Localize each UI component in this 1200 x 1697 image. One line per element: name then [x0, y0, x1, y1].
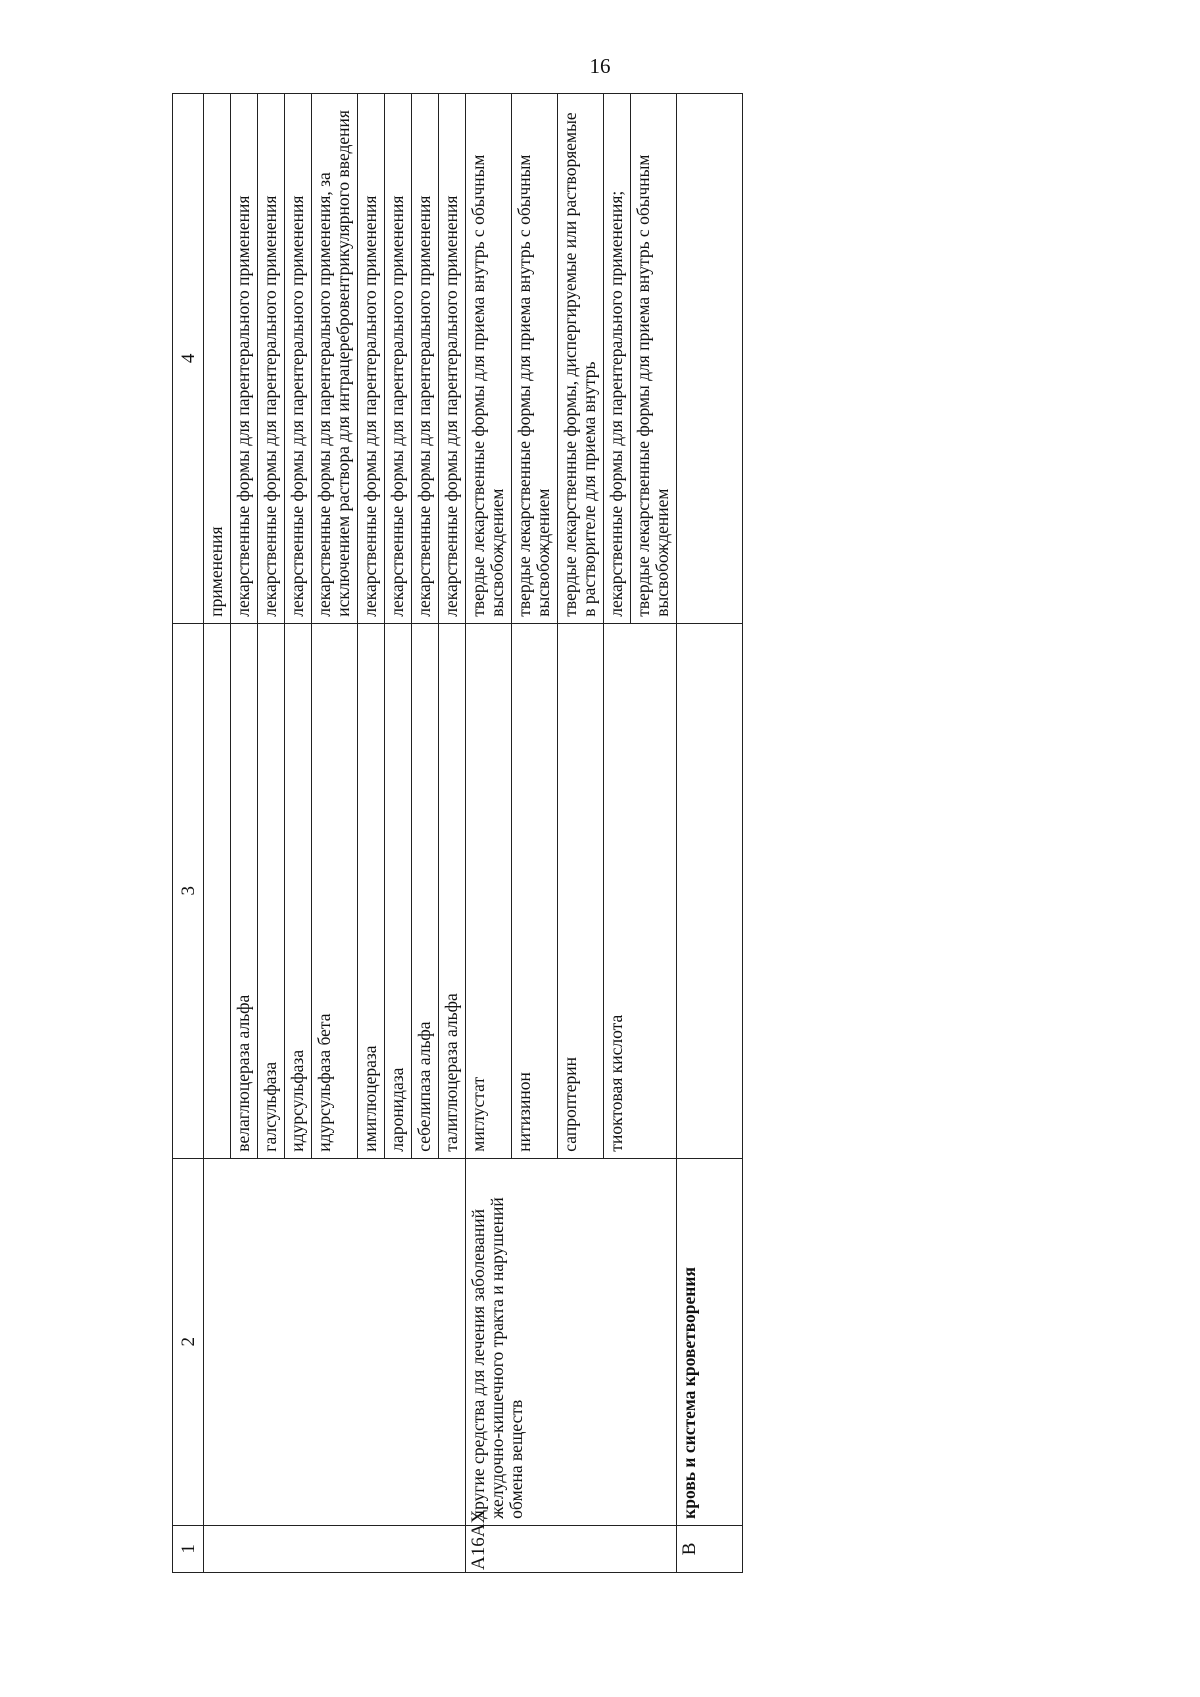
form-cell: лекарственные формы для парентерального применения — [285, 94, 312, 624]
code-cell: B — [677, 1525, 743, 1572]
header-col-2: 2 — [173, 1158, 204, 1525]
substance-cell: идурсульфаза — [285, 623, 312, 1158]
substance-cell: галсульфаза — [258, 623, 285, 1158]
form-cell: лекарственные формы для парентерального применения — [385, 94, 412, 624]
header-col-3: 3 — [173, 623, 204, 1158]
code-cell — [204, 1525, 466, 1572]
drug-table — [172, 93, 743, 1573]
substance-cell — [677, 623, 743, 1158]
group-cell: кровь и система кроветворения — [677, 1158, 743, 1525]
form-cell: твердые лекарственные формы для приема внутрь с обычным высвобождением — [466, 94, 512, 624]
table-row — [466, 94, 512, 1573]
header-col-4: 4 — [173, 94, 204, 624]
form-cell: твердые лекарственные формы для приема внутрь с обычным высвобождением — [631, 94, 677, 624]
substance-cell: сапроптерин — [558, 623, 604, 1158]
page-number: 16 — [589, 54, 611, 78]
header-col-1: 1 — [173, 1525, 204, 1572]
form-cell: применения — [204, 94, 231, 624]
form-cell: твердые лекарственные формы, диспергируемые или растворяемые в растворителе для приема внутрь — [558, 94, 604, 624]
group-cell: другие средства для лечения заболеваний желудочно-кишечного тракта и нарушений обмена веществ — [466, 1158, 677, 1525]
substance-cell: велаглюцераза альфа — [231, 623, 258, 1158]
substance-cell: нитизинон — [512, 623, 558, 1158]
substance-cell: тиоктовая кислота — [604, 623, 677, 1158]
form-cell: твердые лекарственные формы для приема внутрь с обычным высвобождением — [512, 94, 558, 624]
form-cell: лекарственные формы для парентерального применения; — [604, 94, 631, 624]
code-cell: A16AX — [466, 1525, 677, 1572]
substance-cell: талиглюцераза альфа — [439, 623, 466, 1158]
substance-cell: себелипаза альфа — [412, 623, 439, 1158]
table-row — [204, 94, 231, 1573]
form-cell: лекарственные формы для парентерального применения — [258, 94, 285, 624]
form-cell — [677, 94, 743, 624]
substance-cell: идурсульфаза бета — [312, 623, 358, 1158]
substance-cell: имиглюцераза — [358, 623, 385, 1158]
table-row — [677, 94, 743, 1573]
rotated-table-wrapper — [172, 93, 1082, 1573]
header-row — [173, 94, 204, 1573]
form-cell: лекарственные формы для парентерального применения — [412, 94, 439, 624]
form-cell: лекарственные формы для парентерального применения — [358, 94, 385, 624]
form-cell: лекарственные формы для парентерального применения — [439, 94, 466, 624]
form-cell: лекарственные формы для парентерального применения — [231, 94, 258, 624]
substance-cell: ларонидаза — [385, 623, 412, 1158]
group-cell — [204, 1158, 466, 1525]
substance-cell: миглустат — [466, 623, 512, 1158]
form-cell: лекарственные формы для парентерального применения, за исключением раствора для интрацеребровентрикулярного введения — [312, 94, 358, 624]
substance-cell — [204, 623, 231, 1158]
